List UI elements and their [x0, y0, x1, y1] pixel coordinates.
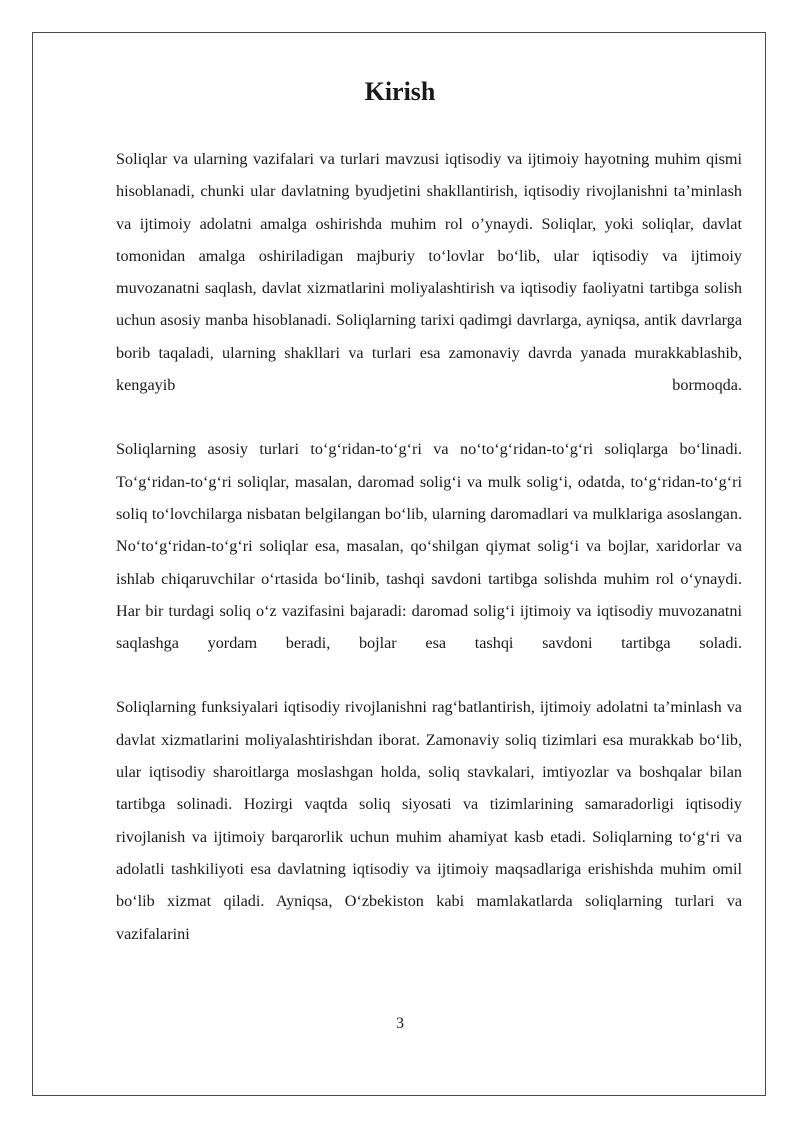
page-title: Kirish — [364, 77, 436, 106]
page-number: 3 — [396, 1015, 404, 1032]
paragraph-1: Soliqlar va ularning vazifalari va turlari mavzusi iqtisodiy va ijtimoiy hayotning muhim qismi hisoblanadi, chunki ular davlatning byudjetini shakllantirish, iqtisodiy rivojlanishni ta’minlash va ijtimoiy adolatni amalga oshirishda muhim rol o’ynaydi. Soliqlar, yoki soliqlar, davlat tomonidan amalga oshiriladigan majburiy to‘lovlar bo‘lib, ular iqtisodiy va ijtimoiy muvozanatni saqlash, davlat xizmatlarini moliyalashtirish va iqtisodiy faoliyatni tartibga solish uchun asosiy manba hisoblanadi. Soliqlarning tarixi qadimgi davrlarga, ayniqsa, antik davrlarga borib taqaladi, ularning shakllari va turlari esa zamonaviy davrda yanada murakkablashib, kengayib bormoqda. — [116, 150, 742, 395]
document-body — [116, 143, 742, 982]
paragraph-3: Soliqlarning funksiyalari iqtisodiy rivojlanishni rag‘batlantirish, ijtimoiy adolatni ta’minlash va davlat xizmatlarini moliyalashtirishdan iborat. Zamonaviy soliq tizimlari esa murakkab bo‘lib, ular iqtisodiy sharoitlarga moslashgan holda, soliq stavkalari, imtiyozlar va boshqalar bilan tartibga solinadi. Hozirgi vaqtda soliq siyosati va tizimlarining samaradorligi iqtisodiy rivojlanish va ijtimoiy barqarorlik uchun muhim ahamiyat kasb etadi. Soliqlarning to‘g‘ri va adolatli tashkiliyoti esa davlatning iqtisodiy va ijtimoiy maqsadlariga erishishda muhim omil bo‘lib xizmat qiladi. Ayniqsa, O‘zbekiston kabi mamlakatlarda soliqlarning turlari va vazifalarini — [116, 698, 742, 943]
paragraph-2: Soliqlarning asosiy turlari to‘g‘ridan-to‘g‘ri va no‘to‘g‘ridan-to‘g‘ri soliqlarga bo‘linadi. To‘g‘ridan-to‘g‘ri soliqlar, masalan, daromad solig‘i va mulk solig‘i, odatda, to‘g‘ridan-to‘g‘ri soliq to‘lovchilarga nisbatan belgilangan bo‘lib, ularning daromadlari va mulklariga asoslangan. No‘to‘g‘ridan-to‘g‘ri soliqlar esa, masalan, qo‘shilgan qiymat solig‘i va bojlar, xaridorlar va ishlab chiqaruvchilar o‘rtasida bo‘linib, tashqi savdoni tartibga solishda muhim rol o‘ynaydi. Har bir turdagi soliq o‘z vazifasini bajaradi: daromad solig‘i ijtimoiy va iqtisodiy muvozanatni saqlashga yordam beradi, bojlar esa tashqi savdoni tartibga soladi. — [116, 440, 742, 653]
